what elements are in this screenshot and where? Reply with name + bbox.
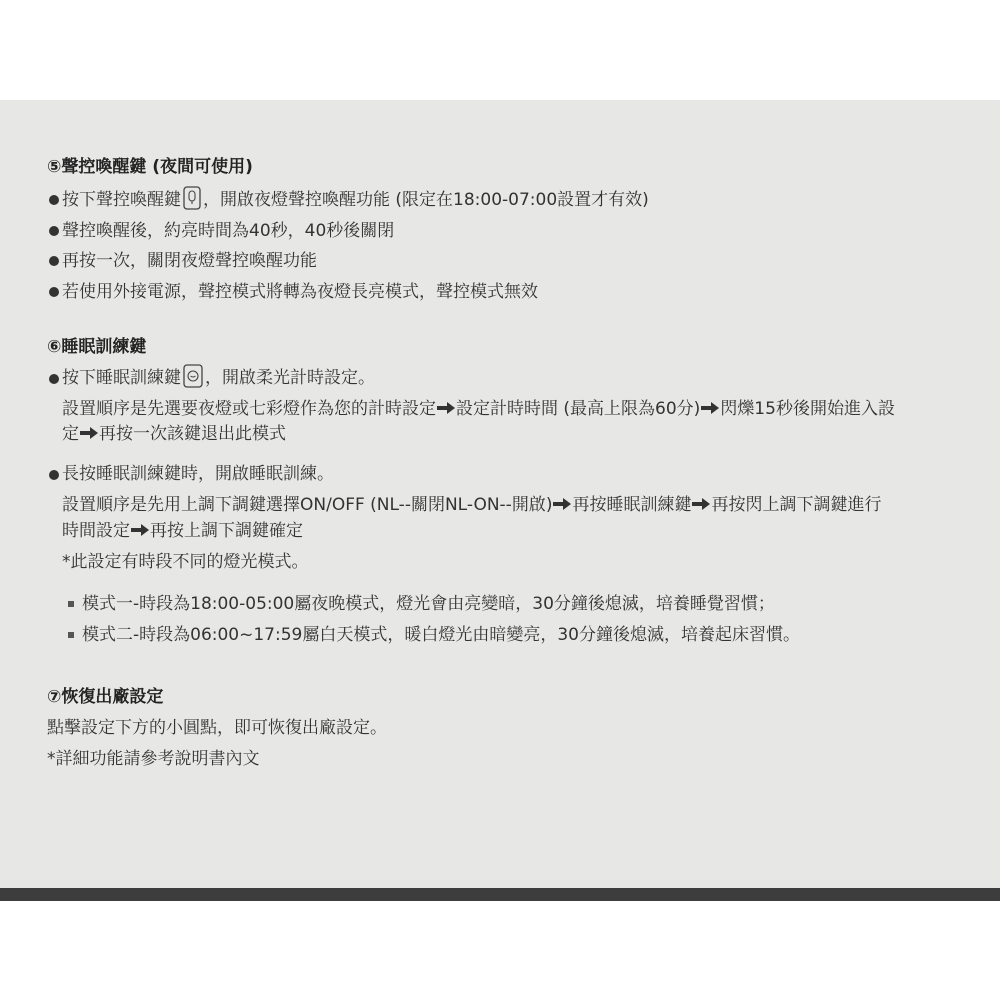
section6-line1-start: 按下睡眠訓練鍵 [62,368,181,388]
section6-line1-end: ，開啟柔光計時設定。 [205,368,375,388]
right-arrow-icon [131,524,149,536]
section5-line1-end: ，開啟夜燈聲控喚醒功能 (限定在18:00-07:00設置才有效) [203,190,649,210]
setup2-part-a: 設置順序是先用上調下調鍵選擇ON/OFF (NL--關閉NL-ON--開啟) [62,495,553,515]
bottom-divider-bar [0,888,1000,901]
setup2-part-c: 再按閃上調下調鍵進行 [711,495,882,515]
bullet-dot [49,256,59,266]
voice-wake-button-icon [183,186,201,210]
section5-title: ⑤聲控喚醒鍵 (夜間可使用) [47,157,253,177]
section7-note: *詳細功能請參考說明書內文 [47,749,260,769]
section6-setup1-line2 [62,422,286,446]
section6-title: ⑥睡眠訓練鍵 [47,337,147,357]
right-arrow-icon [553,498,571,510]
setup1-part-d: 定 [62,424,79,444]
bullet-dot [49,470,59,480]
right-arrow-icon [80,427,98,439]
bullet-dot [49,287,59,297]
sleep-training-button-icon [183,364,203,388]
square-bullet [68,601,74,607]
section5-line1 [62,188,649,212]
section5-line3: 再按一次，關閉夜燈聲控喚醒功能 [62,251,317,271]
setup1-part-e: 再按一次該鍵退出此模式 [99,424,286,444]
right-arrow-icon [437,402,455,414]
section6-setup1-line1 [62,397,895,421]
setup1-part-b: 設定計時時間 (最高上限為60分) [456,399,701,419]
section5-line2: 聲控喚醒後，約亮時間為40秒，40秒後關閉 [62,221,395,241]
bullet-dot [49,195,59,205]
section5-line4: 若使用外接電源，聲控模式將轉為夜燈長亮模式，聲控模式無效 [62,282,538,302]
section6-line2: 長按睡眠訓練鍵時，開啟睡眠訓練。 [62,464,334,484]
section7-title: ⑦恢復出廠設定 [47,687,164,707]
section6-setup2-line2 [62,519,303,543]
setup2-part-b: 再按睡眠訓練鍵 [572,495,692,515]
bullet-dot [49,374,59,384]
setup1-part-a: 設置順序是先選要夜燈或七彩燈作為您的計時設定 [62,399,436,419]
mode1-text: 模式一-時段為18:00-05:00屬夜晚模式，燈光會由亮變暗，30分鐘後熄滅，培養睡覺習慣； [82,594,775,614]
setup2-part-e: 再按上調下調鍵確定 [150,521,303,541]
bullet-dot [49,226,59,236]
section7-line1: 點擊設定下方的小圓點，即可恢復出廠設定。 [47,718,387,738]
section6-note: *此設定有時段不同的燈光模式。 [62,552,309,572]
square-bullet [68,632,74,638]
section5-line1-start: 按下聲控喚醒鍵 [62,190,181,210]
mode2-text: 模式二-時段為06:00~17:59屬白天模式，暖白燈光由暗變亮，30分鐘後熄滅，培養起床習慣。 [82,625,800,645]
section6-setup2-line1 [62,493,881,517]
section6-line1 [62,366,375,390]
right-arrow-icon [692,498,710,510]
right-arrow-icon [701,402,719,414]
setup1-part-c: 閃爍15秒後開始進入設 [720,399,895,419]
setup2-part-d: 時間設定 [62,521,130,541]
